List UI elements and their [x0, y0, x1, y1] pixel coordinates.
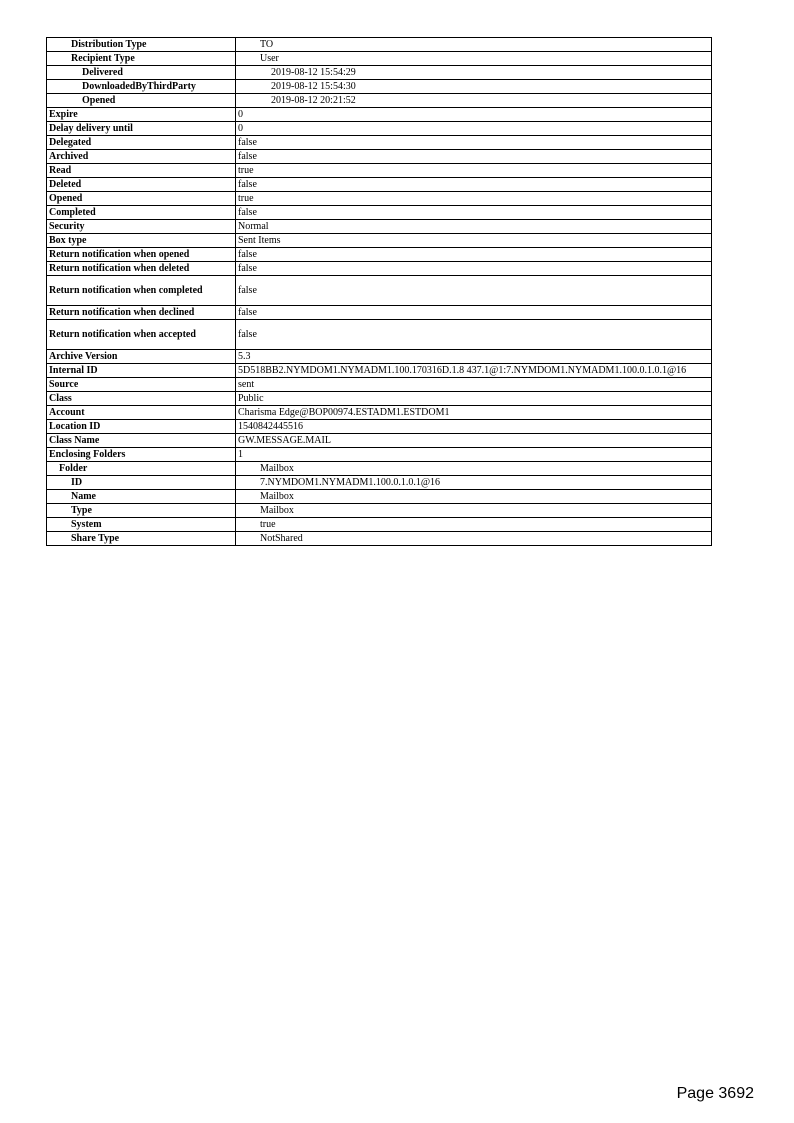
property-label: Security: [47, 220, 236, 234]
property-label: Internal ID: [47, 364, 236, 378]
table-row: [47, 150, 712, 164]
property-value: false: [236, 276, 712, 306]
table-row: [47, 420, 712, 434]
property-value: 1: [236, 448, 712, 462]
property-value: NotShared: [236, 532, 712, 546]
property-value: 2019-08-12 20:21:52: [236, 94, 712, 108]
property-label: Return notification when opened: [47, 248, 236, 262]
property-value: false: [236, 320, 712, 350]
table-row: [47, 406, 712, 420]
property-value: 0: [236, 108, 712, 122]
property-value: true: [236, 192, 712, 206]
table-row: [47, 220, 712, 234]
property-label: Deleted: [47, 178, 236, 192]
property-value: Charisma Edge@BOP00974.ESTADM1.ESTDOM1: [236, 406, 712, 420]
table-row: [47, 448, 712, 462]
property-label: Completed: [47, 206, 236, 220]
property-label: Delivered: [47, 66, 236, 80]
property-value: false: [236, 206, 712, 220]
table-row: [47, 94, 712, 108]
property-label: Type: [47, 504, 236, 518]
property-label: Archive Version: [47, 350, 236, 364]
table-row: [47, 164, 712, 178]
property-value: 2019-08-12 15:54:29: [236, 66, 712, 80]
table-row: [47, 206, 712, 220]
table-row: [47, 504, 712, 518]
properties-table-body: [47, 38, 712, 546]
property-value: TO: [236, 38, 712, 52]
table-row: [47, 38, 712, 52]
table-row: [47, 364, 712, 378]
property-label: Delegated: [47, 136, 236, 150]
property-value: false: [236, 306, 712, 320]
property-value: 5D518BB2.NYMDOM1.NYMADM1.100.170316D.1.8 437.1@1:7.NYMDOM1.NYMADM1.100.0.1.0.1@16: [236, 364, 712, 378]
table-row: [47, 476, 712, 490]
property-value: Mailbox: [236, 490, 712, 504]
property-label: Archived: [47, 150, 236, 164]
property-value: 2019-08-12 15:54:30: [236, 80, 712, 94]
table-row: [47, 276, 712, 306]
property-label: Source: [47, 378, 236, 392]
property-label: Enclosing Folders: [47, 448, 236, 462]
table-row: [47, 392, 712, 406]
property-value: Mailbox: [236, 504, 712, 518]
table-row: [47, 262, 712, 276]
property-value: sent: [236, 378, 712, 392]
table-row: [47, 378, 712, 392]
property-label: Location ID: [47, 420, 236, 434]
table-row: [47, 136, 712, 150]
table-row: [47, 248, 712, 262]
property-value: 1540842445516: [236, 420, 712, 434]
table-row: [47, 462, 712, 476]
property-label: Class Name: [47, 434, 236, 448]
property-label: Folder: [47, 462, 236, 476]
property-value: true: [236, 164, 712, 178]
table-row: [47, 490, 712, 504]
property-label: Class: [47, 392, 236, 406]
table-row: [47, 234, 712, 248]
table-row: [47, 80, 712, 94]
property-label: Expire: [47, 108, 236, 122]
property-label: Opened: [47, 94, 236, 108]
table-row: [47, 434, 712, 448]
property-label: Delay delivery until: [47, 122, 236, 136]
properties-table: [46, 37, 712, 546]
property-label: DownloadedByThirdParty: [47, 80, 236, 94]
property-value: Public: [236, 392, 712, 406]
property-value: false: [236, 262, 712, 276]
property-value: 7.NYMDOM1.NYMADM1.100.0.1.0.1@16: [236, 476, 712, 490]
property-label: Name: [47, 490, 236, 504]
property-label: Return notification when completed: [47, 276, 236, 306]
property-value: GW.MESSAGE.MAIL: [236, 434, 712, 448]
property-value: false: [236, 136, 712, 150]
table-row: [47, 192, 712, 206]
table-row: [47, 52, 712, 66]
property-value: 0: [236, 122, 712, 136]
property-label: Box type: [47, 234, 236, 248]
table-row: [47, 350, 712, 364]
table-row: [47, 320, 712, 350]
property-value: Sent Items: [236, 234, 712, 248]
property-value: false: [236, 248, 712, 262]
property-value: false: [236, 150, 712, 164]
table-row: [47, 122, 712, 136]
property-value: Normal: [236, 220, 712, 234]
property-label: Return notification when accepted: [47, 320, 236, 350]
property-value: 5.3: [236, 350, 712, 364]
property-label: ID: [47, 476, 236, 490]
table-row: [47, 178, 712, 192]
property-label: Distribution Type: [47, 38, 236, 52]
property-label: Recipient Type: [47, 52, 236, 66]
property-value: false: [236, 178, 712, 192]
page-number: Page 3692: [676, 1085, 754, 1102]
table-row: [47, 306, 712, 320]
property-value: User: [236, 52, 712, 66]
table-row: [47, 108, 712, 122]
property-label: Account: [47, 406, 236, 420]
table-row: [47, 66, 712, 80]
property-label: System: [47, 518, 236, 532]
property-label: Return notification when declined: [47, 306, 236, 320]
table-row: [47, 518, 712, 532]
property-label: Share Type: [47, 532, 236, 546]
property-label: Read: [47, 164, 236, 178]
property-label: Return notification when deleted: [47, 262, 236, 276]
table-row: [47, 532, 712, 546]
property-label: Opened: [47, 192, 236, 206]
property-value: true: [236, 518, 712, 532]
property-value: Mailbox: [236, 462, 712, 476]
